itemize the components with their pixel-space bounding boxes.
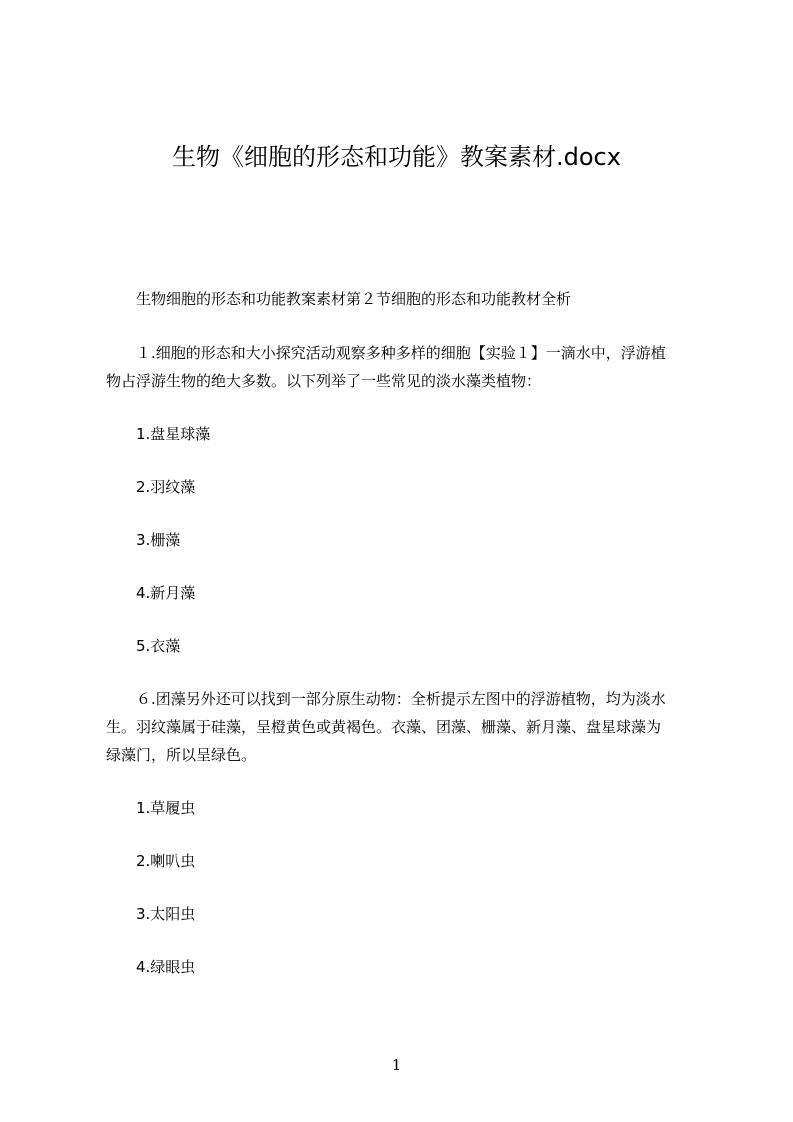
list-item: 3.栅藻 — [136, 531, 181, 549]
list-item: 4.绿眼虫 — [136, 958, 196, 976]
section6-line1: ６.团藻另外还可以找到一部分原生动物：全析提示左图中的浮游植物，均为淡水 — [136, 690, 666, 708]
section1-line1: １.细胞的形态和大小探究活动观察多种多样的细胞【实验１】一滴水中，浮游植 — [136, 344, 666, 362]
list-item: 2.羽纹藻 — [136, 478, 196, 496]
list-item: 1.草履虫 — [136, 799, 196, 817]
section6-line3: 绿藻门，所以呈绿色。 — [106, 746, 257, 764]
list-item: 3.太阳虫 — [136, 905, 196, 923]
list-item: 1.盘星球藻 — [136, 425, 211, 443]
intro-paragraph: 生物细胞的形态和功能教案素材第２节细胞的形态和功能教材全析 — [136, 290, 572, 308]
list-item: 5.衣藻 — [136, 637, 181, 655]
section1-line2: 物占浮游生物的绝大多数。以下列举了一些常见的淡水藻类植物： — [106, 372, 542, 390]
list-item: 4.新月藻 — [136, 584, 196, 602]
document-title: 生物《细胞的形态和功能》教案素材.docx — [172, 143, 621, 171]
page-number: 1 — [391, 1056, 402, 1074]
list-item: 2.喇叭虫 — [136, 852, 196, 870]
section6-line2: 生。羽纹藻属于硅藻，呈橙黄色或黄褐色。衣藻、团藻、栅藻、新月藻、盘星球藻为 — [106, 718, 662, 736]
